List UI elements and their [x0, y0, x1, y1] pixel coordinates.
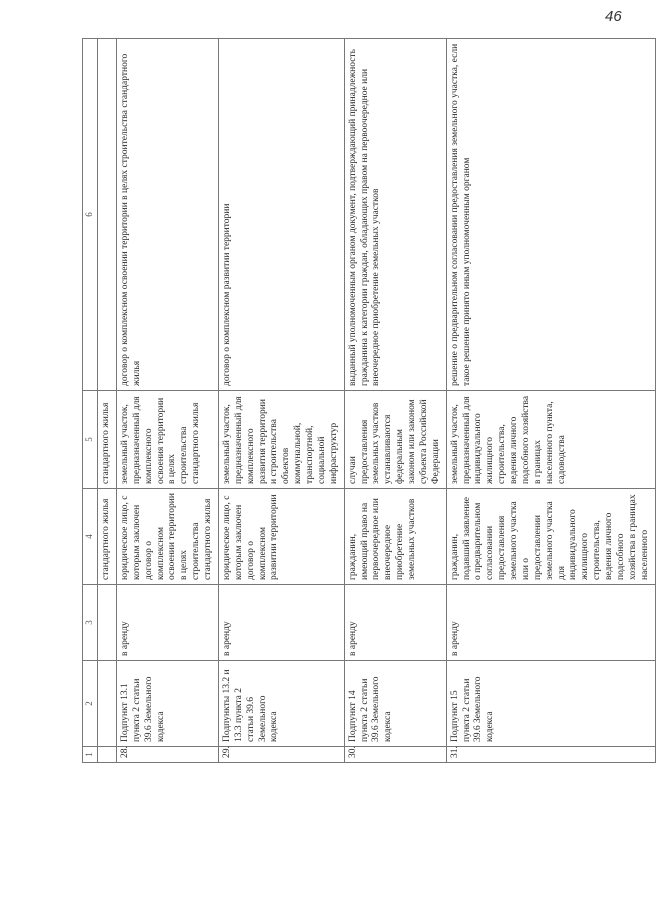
row-recipient: юридическое лицо, с которым заключен договор о комплексном освоении территории в целях строительства стандартного жилья — [116, 489, 218, 585]
page-number: 46 — [605, 8, 622, 25]
rotated-table-page — [82, 39, 650, 763]
continuation-docs — [98, 39, 117, 391]
continuation-row — [98, 39, 117, 763]
row-recipient: гражданин, имеющий право на первоочередное или внеочередное приобретение земельных участков — [344, 489, 446, 585]
table-row — [446, 39, 655, 763]
row-number: 31. — [446, 747, 655, 763]
row-docs: договор о комплексном развитии территории — [218, 39, 344, 391]
header-col-1: 1 — [83, 747, 98, 763]
row-land: земельный участок, предназначенный для индивидуального жилищного строительства, ведения личного подсобного хозяйства в границах населенного пункта, садоводства — [446, 391, 655, 489]
row-basis: Подпункт 14 пункта 2 статьи 39.6 Земельного кодекса — [344, 661, 446, 747]
row-form: в аренду — [116, 585, 218, 661]
row-form: в аренду — [344, 585, 446, 661]
row-basis: Подпункты 13.2 и 13.3 пункта 2 статьи 39.6 Земельного кодекса — [218, 661, 344, 747]
row-recipient: юридическое лицо, с которым заключен договор о комплексном развитии территории — [218, 489, 344, 585]
row-land: случаи предоставления земельных участков устанавливаются федеральным законом или законом субъекта Российской Федерации — [344, 391, 446, 489]
row-basis: Подпункт 13.1 пункта 2 статьи 39.6 Земельного кодекса — [116, 661, 218, 747]
land-provision-table — [82, 38, 656, 763]
row-number: 28. — [116, 747, 218, 763]
row-form: в аренду — [446, 585, 655, 661]
row-docs: выданный уполномоченным органом документ, подтверждающий принадлежность гражданина к категории граждан, обладающих правом на первоочередное или внеочередное приобретение земельных участков — [344, 39, 446, 391]
header-col-5: 5 — [83, 391, 98, 489]
row-form: в аренду — [218, 585, 344, 661]
row-docs: договор о комплексном освоении территории в целях строительства стандартного жилья — [116, 39, 218, 391]
row-land: земельный участок, предназначенный для комплексного развития территории и строительства объектов коммунальной, транспортной, социальной инфраструктур — [218, 391, 344, 489]
table-row — [116, 39, 218, 763]
continuation-land: стандартного жилья — [98, 391, 117, 489]
table-row — [218, 39, 344, 763]
row-number: 30. — [344, 747, 446, 763]
row-basis: Подпункт 15 пункта 2 статьи 39.6 Земельного кодекса — [446, 661, 655, 747]
row-docs: решение о предварительном согласовании предоставления земельного участка, если такое решение принято иным уполномоченным органом — [446, 39, 655, 391]
continuation-recipient: стандартного жилья — [98, 489, 117, 585]
header-row — [83, 39, 98, 763]
header-col-6: 6 — [83, 39, 98, 391]
header-col-2: 2 — [83, 661, 98, 747]
header-col-4: 4 — [83, 489, 98, 585]
header-col-3: 3 — [83, 585, 98, 661]
row-land: земельный участок, предназначенный для комплексного освоения территории в целях строительства стандартного жилья — [116, 391, 218, 489]
row-recipient: гражданин, подавший заявление о предварительном согласовании предоставления земельного участка или о предоставлении земельного участка для индивидуального жилищного строительства, ведения личного подсобного хозяйства в границах населенного — [446, 489, 655, 585]
row-number: 29. — [218, 747, 344, 763]
table-row — [344, 39, 446, 763]
